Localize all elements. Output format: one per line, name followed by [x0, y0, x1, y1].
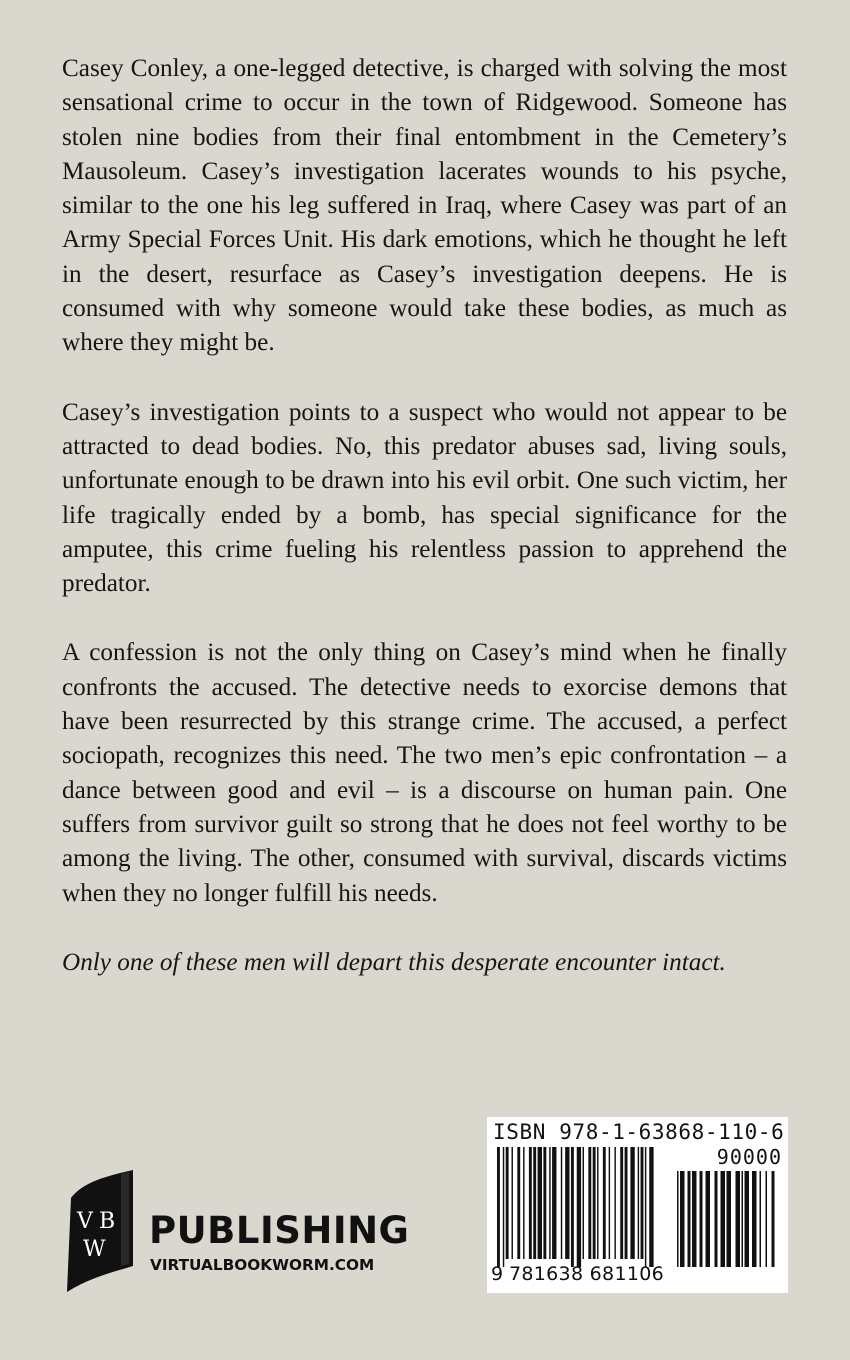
vbw-logo-icon	[63, 1168, 135, 1294]
barcode-bar	[677, 1171, 679, 1267]
barcode-bar	[538, 1147, 542, 1259]
back-cover-blurb	[62, 52, 787, 1015]
barcode-bar	[503, 1147, 504, 1267]
barcode-bar	[641, 1147, 644, 1259]
barcode-bar	[609, 1147, 610, 1259]
publisher-url: VIRTUALBOOKWORM.COM	[150, 1256, 375, 1274]
barcode-bar	[597, 1147, 598, 1259]
price-code: 90000	[716, 1145, 782, 1169]
barcode-bar	[561, 1147, 562, 1259]
barcode-bar	[638, 1147, 639, 1259]
barcode-bar	[533, 1147, 536, 1259]
barcode-bar	[512, 1147, 513, 1259]
barcode-bar	[692, 1171, 697, 1267]
barcode-bar	[680, 1171, 685, 1267]
blurb-tagline: Only one of these men will depart this desperate encounter intact.	[62, 948, 726, 976]
barcode-bar	[583, 1147, 584, 1259]
barcode-bar	[752, 1171, 757, 1267]
blurb-paragraph-2: Casey’s investigation points to a suspect who would not appear to be attracted to dead bodies. No, this predator abuses sad, living souls, unfortunate enough to be drawn into his evil orbit. One such victim, her life tragically ended by a bomb, has special significance for the amputee, this crime fueling his relentless passion to apprehend the predator.	[62, 398, 787, 598]
barcode-bar	[552, 1147, 556, 1259]
ean-first-digit: 9	[491, 1263, 504, 1285]
barcode-bar	[543, 1147, 546, 1259]
barcode-bar	[565, 1147, 569, 1259]
barcode-bar	[603, 1147, 606, 1259]
barcode-bar	[727, 1171, 732, 1267]
barcode-bar	[700, 1171, 703, 1267]
publisher-logo	[63, 1168, 463, 1298]
barcode-bar	[760, 1171, 762, 1267]
barcode-bar	[517, 1147, 520, 1259]
barcode-bar	[593, 1147, 596, 1259]
logo-letter-b: B	[99, 1209, 116, 1234]
barcode-bar	[706, 1171, 711, 1267]
barcode-bar	[549, 1147, 550, 1259]
barcode-bar	[620, 1147, 623, 1259]
logo-letter-w: W	[83, 1237, 106, 1262]
barcode-bar	[736, 1171, 741, 1267]
ean-barcode-bars	[497, 1147, 669, 1267]
barcode-bar	[772, 1171, 775, 1267]
barcode-bar	[506, 1147, 509, 1259]
blurb-paragraph-1: Casey Conley, a one-legged detective, is charged with solving the most sensational crime to occur in the town of Ridgewood. Someone has stolen nine bodies from their final entombment in the Cemetery’s Mausoleum. Casey’s investigation lacerates wounds to his psyche, similar to the one his leg suffered in Iraq, where Casey was part of an Army Special Forces Unit. His dark emotions, which he thought he left in the desert, resurface as Casey’s investigation deepens. He is consumed with why someone would take these bodies, as much as where they might be.	[62, 55, 787, 357]
barcode-bar	[649, 1147, 653, 1267]
publisher-name: PUBLISHING	[149, 1209, 410, 1252]
barcode-bar	[614, 1147, 615, 1259]
isbn-barcode	[487, 1117, 788, 1293]
isbn-label: ISBN 978-1-63868-110-6	[493, 1120, 785, 1144]
barcode-bar	[715, 1171, 718, 1267]
barcode-bar	[766, 1171, 768, 1267]
barcode-bar	[523, 1147, 524, 1259]
ean-digits: 781638 681106	[509, 1263, 664, 1285]
barcode-bar	[497, 1147, 500, 1267]
barcode-bar	[630, 1147, 634, 1259]
barcode-bar	[588, 1147, 591, 1259]
barcode-bar	[571, 1147, 574, 1267]
logo-letter-v: V	[77, 1209, 93, 1234]
addon-barcode-bars	[677, 1171, 777, 1267]
barcode-bar	[625, 1147, 628, 1259]
barcode-bar	[645, 1147, 646, 1267]
barcode-bar	[721, 1171, 726, 1267]
barcode-bar	[688, 1171, 691, 1267]
blurb-paragraph-3: A confession is not the only thing on Casey’s mind when he finally confronts the accused. The detective needs to exorcise demons that have been resurrected by this strange crime. The accused, a perfect sociopath, recognizes this need. The two men’s epic confrontation – a dance between good and evil – is a discourse on human pain. One suffers from survivor guilt so strong that he does not feel worthy to be among the living. The other, consumed with survival, discards victims when they no longer fulfill his needs.	[62, 639, 787, 907]
barcode-bar	[745, 1171, 750, 1267]
barcode-bar	[577, 1147, 581, 1267]
barcode-bar	[529, 1147, 532, 1259]
barcode-bar	[742, 1171, 744, 1267]
